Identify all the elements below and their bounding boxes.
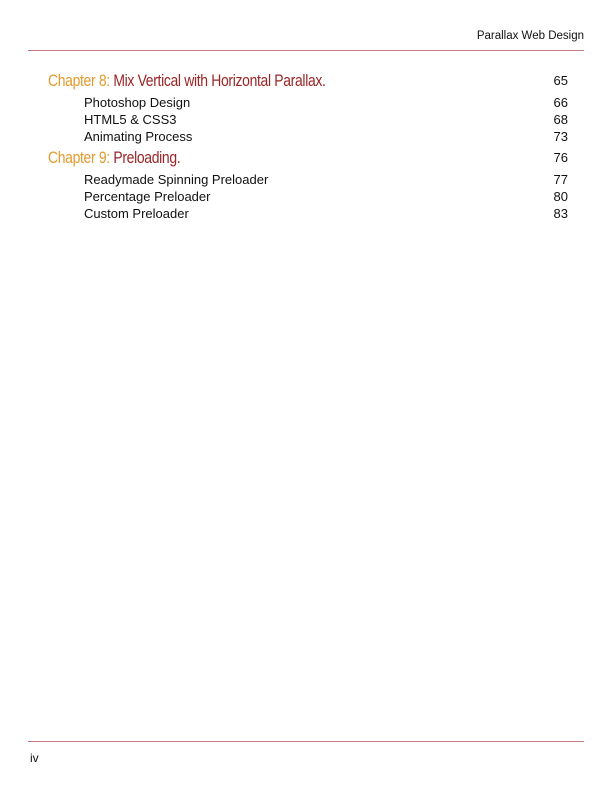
chapter-title: Preloading. [113,148,181,167]
toc-entry[interactable] [48,188,568,205]
entry-page-number: 73 [553,129,568,144]
chapter-page-number: 65 [553,73,568,88]
entry-page-number: 83 [553,206,568,221]
entry-label: Animating Process [84,129,193,144]
toc-entry[interactable] [48,171,568,188]
entry-label: HTML5 & CSS3 [84,112,177,127]
entry-page-number: 66 [553,95,568,110]
chapter-heading [48,145,180,171]
toc-entry[interactable] [48,205,568,222]
chapter-title: Mix Vertical with Horizontal Parallax. [113,71,326,90]
entry-page-number: 68 [553,112,568,127]
chapter-heading [48,68,326,94]
entry-label: Custom Preloader [84,206,189,221]
entry-page-number: 80 [553,189,568,204]
toc-entry[interactable] [48,111,568,128]
chapter-label: Chapter 8: [48,71,110,90]
toc-entry[interactable] [48,94,568,111]
toc-entry[interactable] [48,128,568,145]
running-header: Parallax Web Design [476,30,584,42]
header-rule [28,50,584,51]
footer-rule [28,741,584,742]
chapter-label: Chapter 9: [48,148,110,167]
entry-label: Percentage Preloader [84,189,211,204]
entry-label: Readymade Spinning Preloader [84,172,269,187]
entry-label: Photoshop Design [84,95,191,110]
footer-page-number: iv [30,751,39,765]
toc-chapter-9[interactable] [48,145,568,171]
chapter-page-number: 76 [553,150,568,165]
toc-chapter-8[interactable] [48,68,568,94]
table-of-contents [48,68,568,222]
entry-page-number: 77 [553,172,568,187]
